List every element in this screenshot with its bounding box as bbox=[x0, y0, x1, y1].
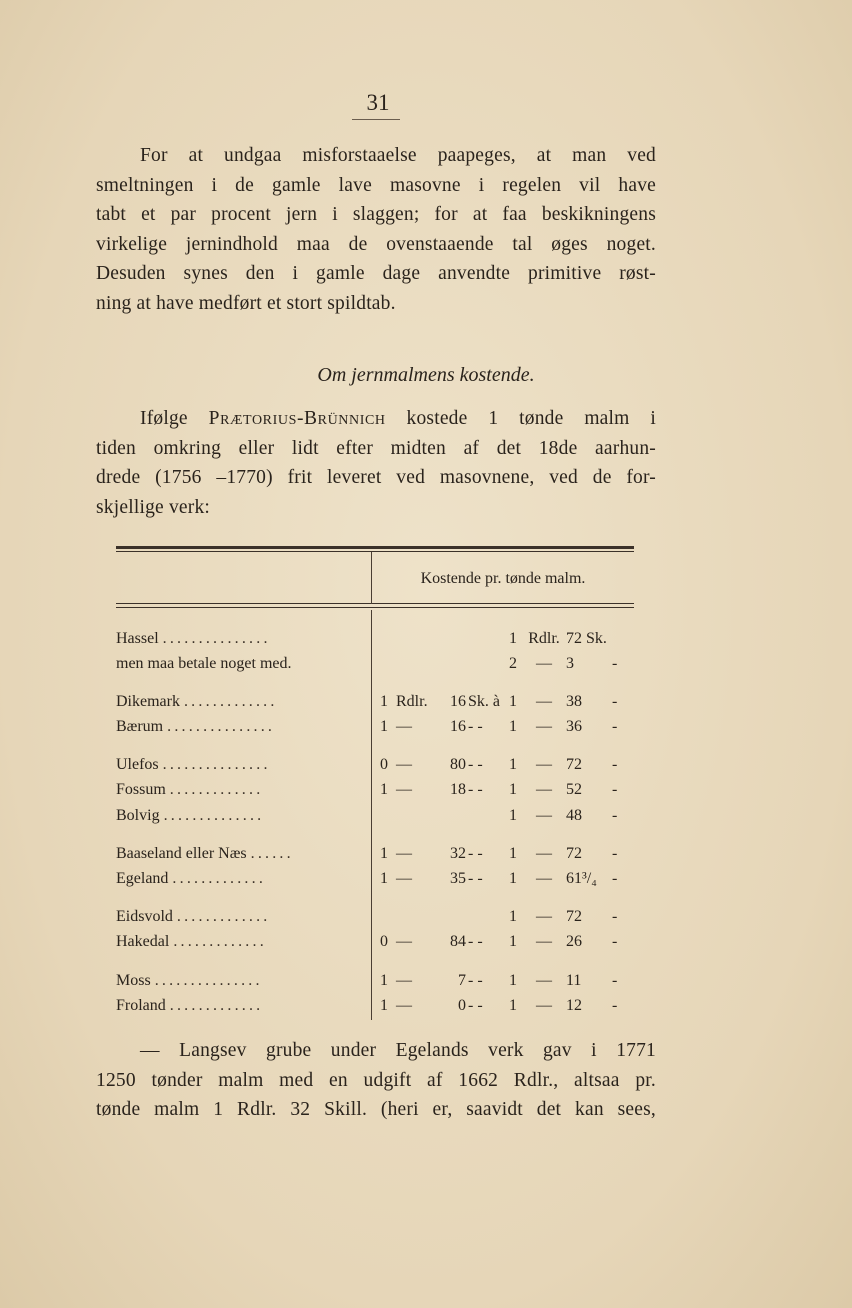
row-place-name bbox=[116, 718, 362, 736]
place-label: Egeland bbox=[116, 870, 169, 887]
cell-f: — bbox=[536, 908, 552, 925]
cell-b: — bbox=[396, 718, 412, 735]
cell-d: - - bbox=[468, 845, 483, 862]
cell-f: — bbox=[536, 807, 552, 824]
cell-h: - bbox=[612, 756, 618, 773]
cell-c: 16 bbox=[450, 718, 466, 735]
intro-line-4: virkelige jernindhold maa de ovenstaaende tal øges noget. bbox=[96, 233, 656, 255]
cell-c: 18 bbox=[450, 781, 466, 798]
cell-g: 72 bbox=[566, 756, 582, 773]
cell-h: - bbox=[612, 693, 618, 710]
table-top-rule bbox=[116, 546, 634, 549]
cell-g: 72 Sk. bbox=[566, 630, 607, 647]
cell-d: - - bbox=[468, 997, 483, 1014]
cell-b: — bbox=[396, 972, 412, 989]
cell-e: 1 bbox=[509, 756, 517, 773]
cell-a: 0 bbox=[380, 933, 388, 950]
place-label: men maa betale noget med. bbox=[116, 655, 292, 672]
row-place-name bbox=[116, 933, 362, 951]
place-label: Hassel bbox=[116, 630, 159, 647]
author-name: Prætorius-Brünnich bbox=[208, 408, 386, 429]
place-label: Fossum bbox=[116, 781, 166, 798]
leader-dots: ...... bbox=[250, 845, 294, 862]
para2-line-2: tiden omkring eller lidt efter midten af det 18de aarhun- bbox=[96, 437, 656, 459]
cell-h: - bbox=[612, 845, 618, 862]
place-label: Froland bbox=[116, 997, 166, 1014]
cell-c: 0 bbox=[458, 997, 466, 1014]
row-place-name bbox=[116, 807, 362, 825]
cell-a: 1 bbox=[380, 693, 388, 710]
cell-g: 3 bbox=[566, 655, 574, 672]
row-place-name bbox=[116, 781, 362, 799]
cell-e: 1 bbox=[509, 972, 517, 989]
cell-c: 80 bbox=[450, 756, 466, 773]
row-place-name bbox=[116, 908, 362, 926]
cell-g: 52 bbox=[566, 781, 582, 798]
leader-dots: ............. bbox=[169, 781, 264, 798]
cell-e: 1 bbox=[509, 997, 517, 1014]
cell-g: 26 bbox=[566, 933, 582, 950]
cell-e: 2 bbox=[509, 655, 517, 672]
cell-h: - bbox=[612, 807, 618, 824]
cell-b: — bbox=[396, 756, 412, 773]
cell-h: - bbox=[612, 997, 618, 1014]
row-place-name bbox=[116, 845, 362, 863]
cell-c: 84 bbox=[450, 933, 466, 950]
leader-dots: ............. bbox=[183, 693, 278, 710]
cell-a: 1 bbox=[380, 781, 388, 798]
cell-c: 35 bbox=[450, 870, 466, 887]
place-label: Hakedal bbox=[116, 933, 170, 950]
cell-f: — bbox=[536, 693, 552, 710]
leader-dots: ............. bbox=[176, 908, 271, 925]
leader-dots: ............... bbox=[167, 718, 276, 735]
para2-line-1-post: kostede 1 tønde malm i bbox=[406, 408, 656, 429]
cell-g: 48 bbox=[566, 807, 582, 824]
leader-dots: ............... bbox=[154, 972, 263, 989]
cell-d: - - bbox=[468, 870, 483, 887]
cell-e: 1 bbox=[509, 693, 517, 710]
cell-d: Sk. à bbox=[468, 693, 500, 710]
cell-b: — bbox=[396, 933, 412, 950]
cell-f: — bbox=[536, 655, 552, 672]
closing-line-2: 1250 tønder malm med en udgift af 1662 Rdlr., altsaa pr. bbox=[96, 1069, 656, 1091]
table-header-label: Kostende pr. tønde malm. bbox=[420, 570, 586, 587]
closing-paragraph bbox=[96, 1036, 656, 1125]
place-label: Baaseland eller Næs bbox=[116, 845, 247, 862]
intro-line-2: smeltningen i de gamle lave masovne i regelen vil have bbox=[96, 174, 656, 196]
cell-b: — bbox=[396, 870, 412, 887]
row-place-name bbox=[116, 870, 362, 888]
leader-dots: ............. bbox=[169, 997, 264, 1014]
intro-line-5: Desuden synes den i gamle dage anvendte primitive røst- bbox=[96, 263, 656, 285]
cell-g: 36 bbox=[566, 718, 582, 735]
cell-h: - bbox=[612, 908, 618, 925]
page-number-rule bbox=[352, 119, 400, 120]
cell-b: — bbox=[396, 845, 412, 862]
cell-f: — bbox=[536, 870, 552, 887]
intro-line-6: ning at have medført et stort spildtab. bbox=[96, 292, 396, 314]
cell-f: — bbox=[536, 972, 552, 989]
table-header-rule-2 bbox=[116, 607, 634, 608]
place-label: Bolvig bbox=[116, 807, 160, 824]
cell-f: — bbox=[536, 845, 552, 862]
cell-a: 1 bbox=[380, 997, 388, 1014]
place-label: Moss bbox=[116, 972, 151, 989]
row-place-name bbox=[116, 756, 362, 774]
closing-line-3: tønde malm 1 Rdlr. 32 Skill. (heri er, saavidt det kan sees, bbox=[96, 1099, 656, 1121]
table-header-rule bbox=[116, 603, 634, 604]
cell-g: 72 bbox=[566, 908, 582, 925]
cell-e: 1 bbox=[509, 908, 517, 925]
cell-e: 1 bbox=[509, 870, 517, 887]
cell-h: - bbox=[612, 655, 618, 672]
cell-e: 1 bbox=[509, 630, 517, 647]
para2-line-3: drede (1756 –1770) frit leveret ved masovnene, ved de for- bbox=[96, 467, 656, 489]
cell-h: - bbox=[612, 781, 618, 798]
place-label: Eidsvold bbox=[116, 908, 173, 925]
cell-e: 1 bbox=[509, 781, 517, 798]
cell-a: 1 bbox=[380, 972, 388, 989]
cell-g: 38 bbox=[566, 693, 582, 710]
cell-g: 72 bbox=[566, 845, 582, 862]
cell-h: - bbox=[612, 870, 618, 887]
cell-f: — bbox=[536, 933, 552, 950]
table-column-divider bbox=[371, 610, 372, 1020]
place-label: Ulefos bbox=[116, 756, 159, 773]
page-number: 31 bbox=[366, 90, 390, 115]
place-label: Dikemark bbox=[116, 693, 180, 710]
leader-dots: ............. bbox=[172, 870, 267, 887]
cell-d: - - bbox=[468, 933, 483, 950]
cell-f: — bbox=[536, 781, 552, 798]
intro-paragraph bbox=[96, 141, 656, 319]
cell-g: 11 bbox=[566, 972, 582, 989]
cell-h: - bbox=[612, 933, 618, 950]
cell-b: — bbox=[396, 781, 412, 798]
row-place-name bbox=[116, 997, 362, 1015]
row-place-name bbox=[116, 630, 362, 648]
leader-dots: ............. bbox=[173, 933, 267, 950]
place-label: Bærum bbox=[116, 718, 164, 735]
cell-d: - - bbox=[468, 756, 483, 773]
cell-f: — bbox=[536, 997, 552, 1014]
cell-f: Rdlr. bbox=[528, 630, 560, 647]
cell-e: 1 bbox=[509, 718, 517, 735]
section-heading: Om jernmalmens kostende. bbox=[317, 364, 535, 386]
cell-e: 1 bbox=[509, 807, 517, 824]
cell-c: 7 bbox=[458, 972, 466, 989]
cell-e: 1 bbox=[509, 933, 517, 950]
cell-c: 16 bbox=[450, 693, 466, 710]
cell-b: Rdlr. bbox=[396, 693, 428, 710]
para2-line-1 bbox=[96, 404, 656, 434]
row-place-name bbox=[116, 693, 362, 711]
cell-a: 1 bbox=[380, 845, 388, 862]
table-top-rule-thin bbox=[116, 551, 634, 552]
closing-line-1: — Langsev grube under Egelands verk gav i 1771 bbox=[140, 1040, 656, 1061]
cell-b: — bbox=[396, 997, 412, 1014]
cell-h: - bbox=[612, 972, 618, 989]
cell-g: 61³/₄ bbox=[566, 870, 597, 887]
row-place-name bbox=[116, 655, 362, 673]
intro-line-3: tabt et par procent jern i slaggen; for at faa beskikningens bbox=[96, 204, 656, 226]
cell-f: — bbox=[536, 756, 552, 773]
leader-dots: .............. bbox=[163, 807, 265, 824]
cell-g: 12 bbox=[566, 997, 582, 1014]
cell-a: 1 bbox=[380, 870, 388, 887]
intro-line-1: For at undgaa misforstaaelse paapeges, at man ved bbox=[140, 145, 656, 166]
para2-line-1-pre: Ifølge bbox=[140, 408, 188, 429]
leader-dots: ............... bbox=[162, 756, 271, 773]
cell-d: - - bbox=[468, 781, 483, 798]
row-place-name bbox=[116, 972, 362, 990]
cell-c: 32 bbox=[450, 845, 466, 862]
cell-f: — bbox=[536, 718, 552, 735]
cell-a: 1 bbox=[380, 718, 388, 735]
para2-line-4: skjellige verk: bbox=[96, 496, 211, 518]
cell-h: - bbox=[612, 718, 618, 735]
cell-d: - - bbox=[468, 718, 483, 735]
cell-d: - - bbox=[468, 972, 483, 989]
leader-dots: ............... bbox=[162, 630, 271, 647]
cell-e: 1 bbox=[509, 845, 517, 862]
cell-a: 0 bbox=[380, 756, 388, 773]
pretorius-paragraph bbox=[96, 404, 656, 522]
